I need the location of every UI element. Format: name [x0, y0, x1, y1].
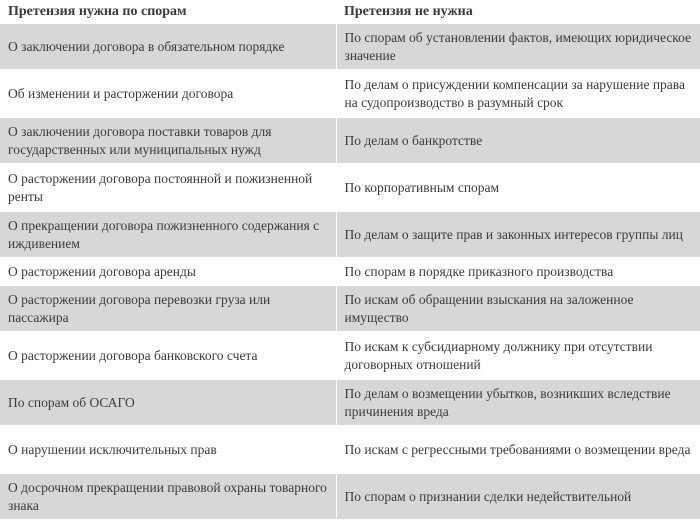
table-row [0, 70, 700, 117]
table-header-row [0, 0, 700, 24]
cell-claim-needed: О досрочном прекращении правовой охраны товарного знака [0, 473, 336, 520]
cell-claim-not-needed: По делам о банкротстве [336, 117, 700, 164]
cell-claim-not-needed: По искам к субсидиарному должнику при отсутствии договорных отношений [336, 332, 700, 379]
cell-claim-not-needed: По делам о присуждении компенсации за нарушение права на судопроизводство в разумный срок [336, 70, 700, 117]
cell-claim-not-needed: По спорам об установлении фактов, имеющих юридическое значение [336, 24, 700, 70]
cell-claim-not-needed: По делам о возмещении убытков, возникших вследствие причинения вреда [336, 379, 700, 426]
cell-claim-needed: О расторжении договора аренды [0, 258, 336, 285]
table-row [0, 473, 700, 520]
table-row [0, 379, 700, 426]
cell-claim-needed: По спорам об ОСАГО [0, 379, 336, 426]
table-row [0, 258, 700, 285]
cell-claim-needed: О заключении договора в обязательном порядке [0, 24, 336, 70]
table-row [0, 285, 700, 332]
cell-claim-not-needed: По корпоративным спорам [336, 164, 700, 211]
cell-claim-needed: О расторжении договора банковского счета [0, 332, 336, 379]
table-row [0, 332, 700, 379]
header-claim-needed: Претензия нужна по спорам [8, 4, 187, 19]
cell-claim-not-needed: По искам с регрессными требованиями о возмещении вреда [336, 426, 700, 473]
header-claim-not-needed: Претензия не нужна [344, 4, 473, 19]
cell-claim-not-needed: По делам о защите прав и законных интересов группы лиц [336, 211, 700, 258]
cell-claim-needed: О заключении договора поставки товаров для государственных или муниципальных нужд [0, 117, 336, 164]
table-row [0, 24, 700, 70]
cell-claim-not-needed: По спорам о признании сделки недействительной [336, 473, 700, 520]
cell-claim-not-needed: По спорам в порядке приказного производства [336, 258, 700, 285]
cell-claim-needed: О нарушении исключительных прав [0, 426, 336, 473]
cell-claim-needed: Об изменении и расторжении договора [0, 70, 336, 117]
table-row [0, 426, 700, 473]
cell-claim-not-needed: По искам об обращении взыскания на заложенное имущество [336, 285, 700, 332]
table-row [0, 164, 700, 211]
table-row [0, 117, 700, 164]
cell-claim-needed: О прекращении договора пожизненного содержания с иждивением [0, 211, 336, 258]
cell-claim-needed: О расторжении договора перевозки груза или пассажира [0, 285, 336, 332]
table-row [0, 211, 700, 258]
cell-claim-needed: О расторжении договора постоянной и пожизненной ренты [0, 164, 336, 211]
